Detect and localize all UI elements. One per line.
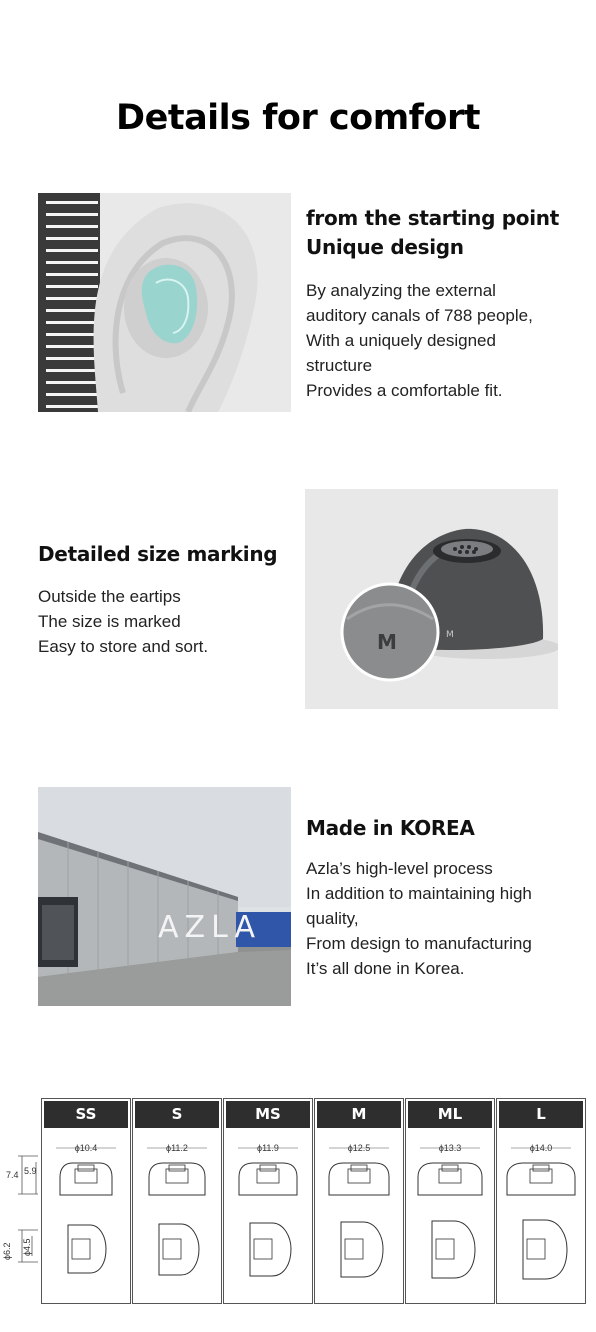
body-line: From design to manufacturing: [306, 934, 532, 953]
size-marking-body: [38, 584, 208, 659]
eartip-diagram: [315, 1099, 403, 1303]
body-line: By analyzing the external: [306, 281, 496, 300]
diameter-label: ϕ11.2: [166, 1143, 188, 1153]
body-line: Azla’s high-level process: [306, 859, 493, 878]
size-column-s: [132, 1098, 222, 1304]
size-label: ML: [408, 1101, 492, 1128]
size-column-m: [314, 1098, 404, 1304]
eartip-marking-small: M: [446, 630, 454, 640]
size-chart: [0, 1090, 596, 1305]
body-line: Outside the eartips: [38, 587, 181, 606]
bore-inner-label: ϕ4.5: [22, 1238, 32, 1256]
made-in-korea-title-line: Made in KOREA: [306, 816, 475, 840]
eartip-diagram: [406, 1099, 494, 1303]
diameter-label: ϕ13.3: [438, 1143, 462, 1153]
diameter-label: ϕ14.0: [529, 1143, 553, 1153]
body-line: It’s all done in Korea.: [306, 959, 465, 978]
diameter-label: ϕ12.5: [347, 1143, 371, 1153]
body-line: The size is marked: [38, 612, 181, 631]
eartip-diagram: [42, 1099, 130, 1303]
body-line: With a uniquely designed: [306, 331, 496, 350]
unique-design-title-line: Unique design: [306, 235, 464, 259]
eartip-marking-zoom: M: [377, 630, 397, 654]
made-in-korea-body: [306, 856, 532, 981]
size-label: MS: [226, 1101, 310, 1128]
body-line: auditory canals of 788 people,: [306, 306, 533, 325]
size-column-ms: [223, 1098, 313, 1304]
eartip-marking-photo: [305, 489, 558, 709]
page-heading: Details for comfort: [116, 98, 480, 138]
unique-design-title: [306, 204, 559, 262]
body-line: quality,: [306, 909, 359, 928]
diameter-label: ϕ10.4: [74, 1143, 98, 1153]
body-line: structure: [306, 356, 373, 375]
body-line: Provides a comfortable fit.: [306, 381, 503, 400]
size-label: S: [135, 1101, 219, 1128]
unique-design-title-line: from the starting point: [306, 206, 560, 230]
eartip-diagram: [133, 1099, 221, 1303]
unique-design-body: [306, 278, 533, 403]
height-outer-label: 7.4: [6, 1170, 19, 1180]
size-column-ml: [405, 1098, 495, 1304]
diameter-label: ϕ11.9: [257, 1143, 279, 1153]
eartip-diagram: [224, 1099, 312, 1303]
eartip-diagram: [497, 1099, 585, 1303]
factory-sign: AZLA: [158, 910, 261, 945]
ear-canal-photo: [38, 193, 291, 412]
size-marking-title: [38, 540, 277, 569]
size-marking-title-line: Detailed size marking: [38, 542, 278, 566]
size-column-ss: [41, 1098, 131, 1304]
body-line: In addition to maintaining high: [306, 884, 532, 903]
factory-photo: [38, 787, 291, 1006]
size-label: SS: [44, 1101, 128, 1128]
size-label: M: [317, 1101, 401, 1128]
made-in-korea-title: [306, 814, 475, 843]
bore-outer-label: ϕ6.2: [2, 1242, 12, 1260]
body-line: Easy to store and sort.: [38, 637, 209, 656]
size-column-l: [496, 1098, 586, 1304]
size-label: L: [499, 1101, 583, 1128]
height-inner-label: 5.9: [24, 1166, 37, 1176]
dimension-lines: [0, 1090, 40, 1305]
